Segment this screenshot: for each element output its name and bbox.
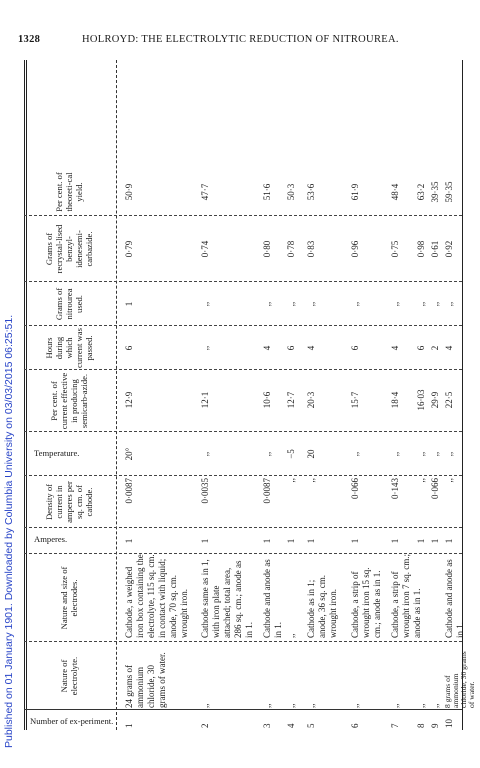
col-header-nitrourea: Grams of nitrourea used. (54, 287, 84, 321)
nitrourea-cell: ,, (390, 301, 400, 307)
nitrourea-cell: ,, (262, 301, 272, 307)
electrolyte-cell: 24 grams of ammonium chloride, 30 grams of water. (124, 652, 167, 708)
electrolyte-cell: ,, (390, 703, 400, 708)
yield-cell: 48·4 (390, 183, 400, 201)
col-header-recrystallised: Grams of recrystal-lised benzyl-idenesemi-carbazide. (44, 224, 94, 274)
col-header-electrolyte: Nature of electrolyte. (59, 656, 79, 696)
nitrourea-cell: ,, (416, 301, 426, 307)
page-number: 1328 (18, 34, 41, 45)
electrolyte-cell: ,, (306, 703, 316, 708)
col-sep (24, 641, 462, 642)
col-header-temperature: Temperature. (34, 448, 80, 458)
row-number: 1 (124, 723, 134, 728)
density-cell: ,, (306, 478, 316, 483)
col-sep (24, 709, 462, 710)
electrolyte-cell: ,, (350, 703, 360, 708)
hours-cell: 6 (286, 345, 296, 351)
electrodes-cell: Cathode as in 1; anode, 36 sq. cm. wrought iron. (306, 575, 338, 638)
amperes-cell: 1 (350, 538, 360, 544)
nitrourea-cell: ,, (430, 301, 440, 307)
recrystallised-cell: 0·78 (286, 240, 296, 258)
percent-current-cell: 22·5 (444, 391, 454, 409)
row-number: 5 (306, 723, 316, 728)
amperes-cell: 1 (416, 538, 426, 544)
temperature-cell: ,, (262, 451, 272, 457)
hours-cell: 4 (306, 345, 316, 351)
nitrourea-cell: 1 (124, 301, 134, 307)
nitrourea-cell: ,, (286, 301, 296, 307)
col-sep (24, 527, 462, 528)
row-number: 6 (350, 723, 360, 728)
nitrourea-cell: ,, (306, 301, 316, 307)
col-sep (24, 431, 462, 432)
electrodes-cell: Cathode, a strip of wrought iron 15 sq. cm.; anode as in 1. (350, 567, 382, 638)
temperature-cell: 20 (306, 449, 316, 459)
hours-cell: 4 (444, 345, 454, 351)
recrystallised-cell: 0·74 (200, 240, 210, 258)
temperature-cell: ,, (444, 451, 454, 457)
percent-current-cell: 10·6 (262, 391, 272, 409)
electrodes-cell: ,, (286, 633, 296, 638)
yield-cell: 50·9 (124, 183, 134, 201)
electrodes-cell: Cathode and anode as in 1. (444, 559, 465, 638)
density-cell: 0·143 (390, 478, 400, 499)
col-header-density: Density of current in amperes per sq. cm. of cathode. (44, 481, 94, 523)
yield-cell: 59·35 (444, 181, 454, 203)
temperature-cell: −5 (286, 449, 296, 459)
percent-current-cell: 15·7 (350, 391, 360, 409)
col-header-yield: Per cent. of theoreti-cal yield. (54, 172, 84, 212)
download-watermark: Published on 01 January 1901. Downloaded by Columbia University on 03/03/2015 06:25:51. (3, 314, 15, 748)
recrystallised-cell: 0·75 (390, 240, 400, 258)
percent-current-cell: 12·1 (200, 391, 210, 409)
percent-current-cell: 20·3 (306, 391, 316, 409)
yield-cell: 47·7 (200, 183, 210, 201)
amperes-cell: 1 (262, 538, 272, 544)
amperes-cell: 1 (286, 538, 296, 544)
recrystallised-cell: 0·83 (306, 240, 316, 258)
col-header-number: Number of ex-periment. (30, 716, 114, 726)
col-sep (24, 325, 462, 326)
yield-cell: 61·9 (350, 183, 360, 201)
electrodes-cell: Cathode, a weighed iron box containing the electrolyte, 115 sq. cm. in contact with liquid; anode, 70 sq. cm. wrought iron. (124, 554, 189, 638)
density-cell: ,, (286, 478, 296, 483)
amperes-cell: 1 (306, 538, 316, 544)
density-cell: ,, (444, 478, 454, 483)
hours-cell: 6 (416, 345, 426, 351)
recrystallised-cell: 0·96 (350, 240, 360, 258)
percent-current-cell: 18·4 (390, 391, 400, 409)
hours-cell: 6 (124, 345, 134, 351)
electrolyte-cell: ,, (262, 703, 272, 708)
recrystallised-cell: 0·61 (430, 240, 440, 258)
density-cell: ,, (416, 478, 426, 483)
row-number: 9 (430, 723, 440, 728)
row-number: 4 (286, 723, 296, 728)
temperature-cell: ,, (350, 451, 360, 457)
recrystallised-cell: 0·80 (262, 240, 272, 258)
col-sep (24, 281, 462, 282)
hours-cell: 4 (390, 345, 400, 351)
header-bottom-rule (116, 60, 117, 730)
electrodes-cell: Cathode, a strip of wrought iron 7 sq. cm.; anode as in 1. (390, 554, 422, 638)
percent-current-cell: 12·9 (124, 391, 134, 409)
percent-current-cell: 12·7 (286, 391, 296, 409)
recrystallised-cell: 0·92 (444, 240, 454, 258)
temperature-cell: 20° (124, 447, 134, 461)
row-number: 10 (444, 719, 454, 728)
yield-cell: 39·35 (430, 181, 440, 203)
amperes-cell: 1 (124, 538, 134, 544)
density-cell: 0·0035 (200, 478, 210, 504)
temperature-cell: ,, (200, 451, 210, 457)
percent-current-cell: 29·9 (430, 391, 440, 409)
amperes-cell: 1 (444, 538, 454, 544)
yield-cell: 51·6 (262, 183, 272, 201)
electrolyte-cell: ,, (430, 703, 440, 708)
recrystallised-cell: 0·98 (416, 240, 426, 258)
hours-cell: ,, (200, 345, 210, 351)
hours-cell: 6 (350, 345, 360, 351)
electrodes-cell: Cathode same as in 1, with iron plate attached; total area, 286 sq. cm.; anode as in 1. (200, 559, 254, 638)
amperes-cell: 1 (200, 538, 210, 544)
col-header-hours: Hours during which current was passed. (44, 328, 94, 368)
temperature-cell: ,, (430, 451, 440, 457)
percent-current-cell: 16·03 (416, 389, 426, 411)
nitrourea-cell: ,, (350, 301, 360, 307)
density-cell: 0·0087 (124, 478, 134, 504)
temperature-cell: ,, (390, 451, 400, 457)
table-top-rule (24, 60, 27, 730)
density-cell: 0·0087 (262, 478, 272, 504)
col-sep (24, 215, 462, 216)
density-cell: 0·066 (350, 478, 360, 499)
row-number: 8 (416, 723, 426, 728)
hours-cell: 2 (430, 345, 440, 351)
row-number: 3 (262, 723, 272, 728)
col-sep (24, 475, 462, 476)
yield-cell: 63·2 (416, 183, 426, 201)
amperes-cell: 1 (390, 538, 400, 544)
density-cell: 0·066 (430, 478, 440, 499)
results-table (24, 60, 476, 730)
col-header-amperes: Amperes. (34, 534, 68, 544)
electrolyte-cell: 8 grams of ammonium chloride, 30 grams of water. (443, 651, 476, 708)
col-header-electrodes: Nature and size of electrodes. (59, 566, 79, 630)
electrolyte-cell: ,, (286, 703, 296, 708)
row-number: 2 (200, 723, 210, 728)
electrolyte-cell: ,, (416, 703, 426, 708)
row-number: 7 (390, 723, 400, 728)
temperature-cell: ,, (416, 451, 426, 457)
running-title: HOLROYD: THE ELECTROLYTIC REDUCTION OF NITROUREA. (82, 34, 399, 45)
nitrourea-cell: ,, (444, 301, 454, 307)
hours-cell: 4 (262, 345, 272, 351)
electrodes-cell: Cathode and anode as in 1. (262, 559, 283, 638)
nitrourea-cell: ,, (200, 301, 210, 307)
running-header (18, 34, 468, 50)
amperes-cell: 1 (430, 538, 440, 544)
recrystallised-cell: 0·79 (124, 240, 134, 258)
col-header-percent-current: Per cent. of current effective in producing semicarb-azide. (49, 372, 89, 430)
yield-cell: 53·6 (306, 183, 316, 201)
electrolyte-cell: ,, (200, 703, 210, 708)
yield-cell: 50·3 (286, 183, 296, 201)
